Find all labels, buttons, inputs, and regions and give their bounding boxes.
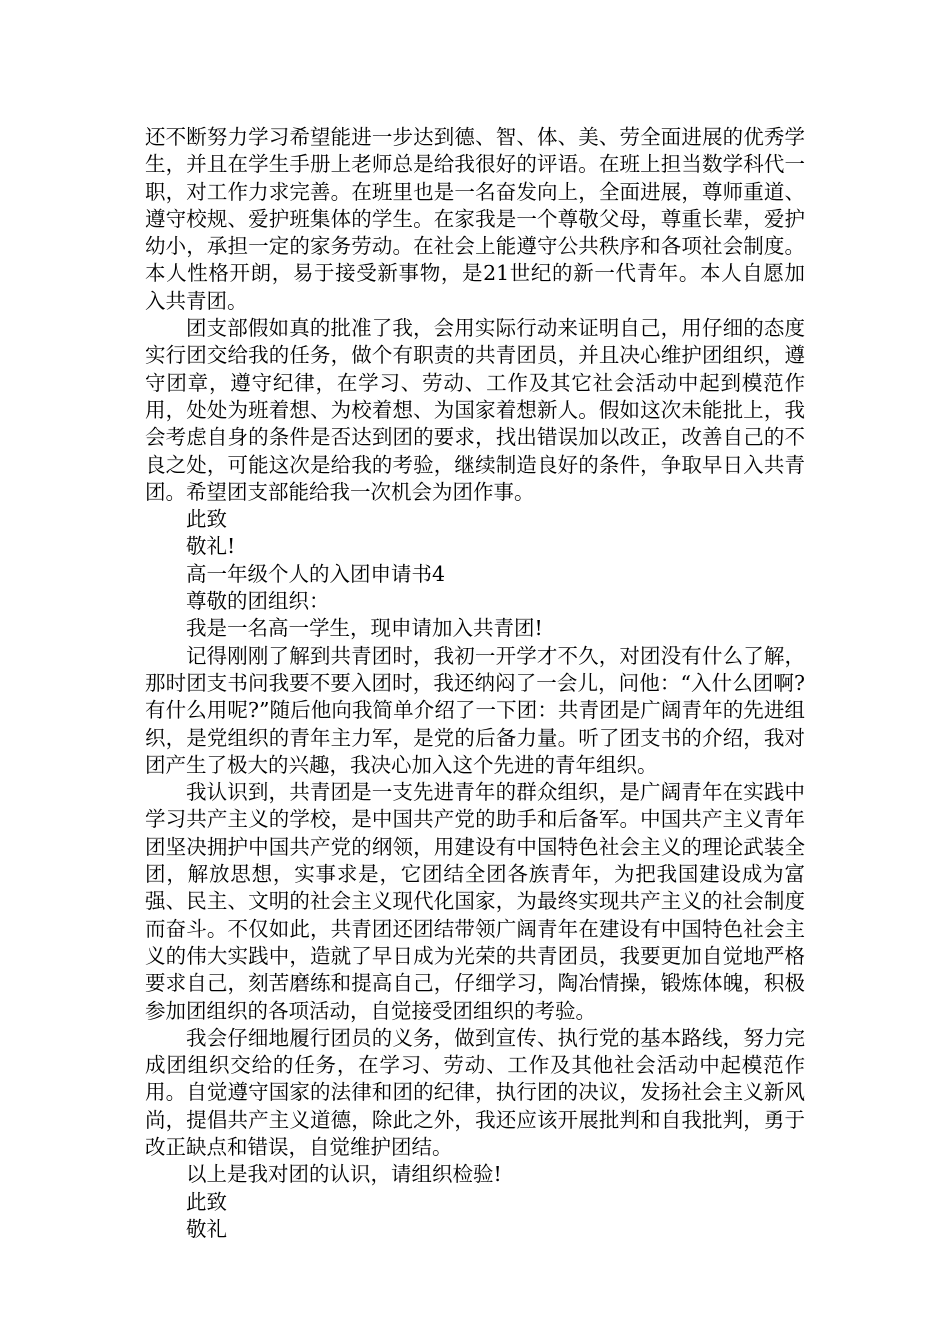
paragraph-2: 团支部假如真的批准了我，会用实际行动来证明自己，用仔细的态度实行团交给我的任务，做个有职责的共青团员，并且决心维护团组织，遵守团章，遵守纪律，在学习、劳动、工作及其它社会活动中起到模范作用，处处为班着想、为校着想、为国家着想新人。假如这次未能批上，我会考虑自身的条件是否达到团的要求，找出错误加以改正，改善自己的不良之处，可能这次是给我的考验，继续制造良好的条件，争取早日入共青团。希望团支部能给我一次机会为团作事。 [145, 316, 805, 504]
greeting: 尊敬的团组织： [186, 589, 330, 614]
document-body [145, 124, 805, 1243]
paragraph-3: 记得刚刚了解到共青团时，我初一开学才不久，对团没有什么了解，那时团支书问我要不要入团时，我还纳闷了一会儿，问他：“入什么团啊?有什么用呢?”随后他向我简单介绍了一下团：共青团是广阔青年的先进组织，是党组织的青年主力军，是党的后备力量。听了团支书的介绍，我对团产生了极大的兴趣，我决心加入这个先进的青年组织。 [145, 643, 805, 777]
closing-salutation-2: 此致 [186, 1189, 227, 1214]
closing-salutation: 此致 [186, 507, 227, 532]
section-title: 高一年级个人的入团申请书4 [186, 561, 446, 586]
paragraph-4: 我认识到，共青团是一支先进青年的群众组织，是广阔青年在实践中学习共产主义的学校，是中国共产党的助手和后备军。中国共产主义青年团坚决拥护中国共产党的纲领，用建设有中国特色社会主义的理论武装全团，解放思想，实事求是，它团结全团各族青年，为把我国建设成为富强、民主、文明的社会主义现代化国家，为最终实现共产主义的社会制度而奋斗。不仅如此，共青团还团结带领广阔青年在建设有中国特色社会主义的伟大实践中，造就了早日成为光荣的共青团员，我要更加自觉地严格要求自己，刻苦磨练和提高自己，仔细学习，陶冶情操，锻炼体魄，积极参加团组织的各项活动，自觉接受团组织的考验。 [145, 780, 805, 1023]
paragraph-1: 还不断努力学习希望能进一步达到德、智、体、美、劳全面进展的优秀学生，并且在学生手册上老师总是给我很好的评语。在班上担当数学科代一职，对工作力求完善。在班里也是一名奋发向上，全面进展，尊师重道、遵守校规、爱护班集体的学生。在家我是一个尊敬父母，尊重长辈，爱护幼小，承担一定的家务劳动。在社会上能遵守公共秩序和各项社会制度。本人性格开朗，易于接受新事物，是21世纪的新一代青年。本人自愿加入共青团。 [145, 125, 805, 313]
paragraph-intro: 我是一名高一学生，现申请加入共青团! [186, 616, 543, 641]
paragraph-6: 以上是我对团的认识，请组织检验! [186, 1162, 502, 1187]
paragraph-5: 我会仔细地履行团员的义务，做到宣传、执行党的基本路线，努力完成团组织交给的任务，在学习、劳动、工作及其他社会活动中起模范作用。自觉遵守国家的法律和团的纪律，执行团的决议，发扬社会主义新风尚，提倡共产主义道德，除此之外，我还应该开展批判和自我批判，勇于改正缺点和错误，自觉维护团结。 [145, 1025, 805, 1159]
closing-regards-2: 敬礼 [186, 1216, 227, 1241]
closing-regards: 敬礼! [186, 534, 236, 559]
